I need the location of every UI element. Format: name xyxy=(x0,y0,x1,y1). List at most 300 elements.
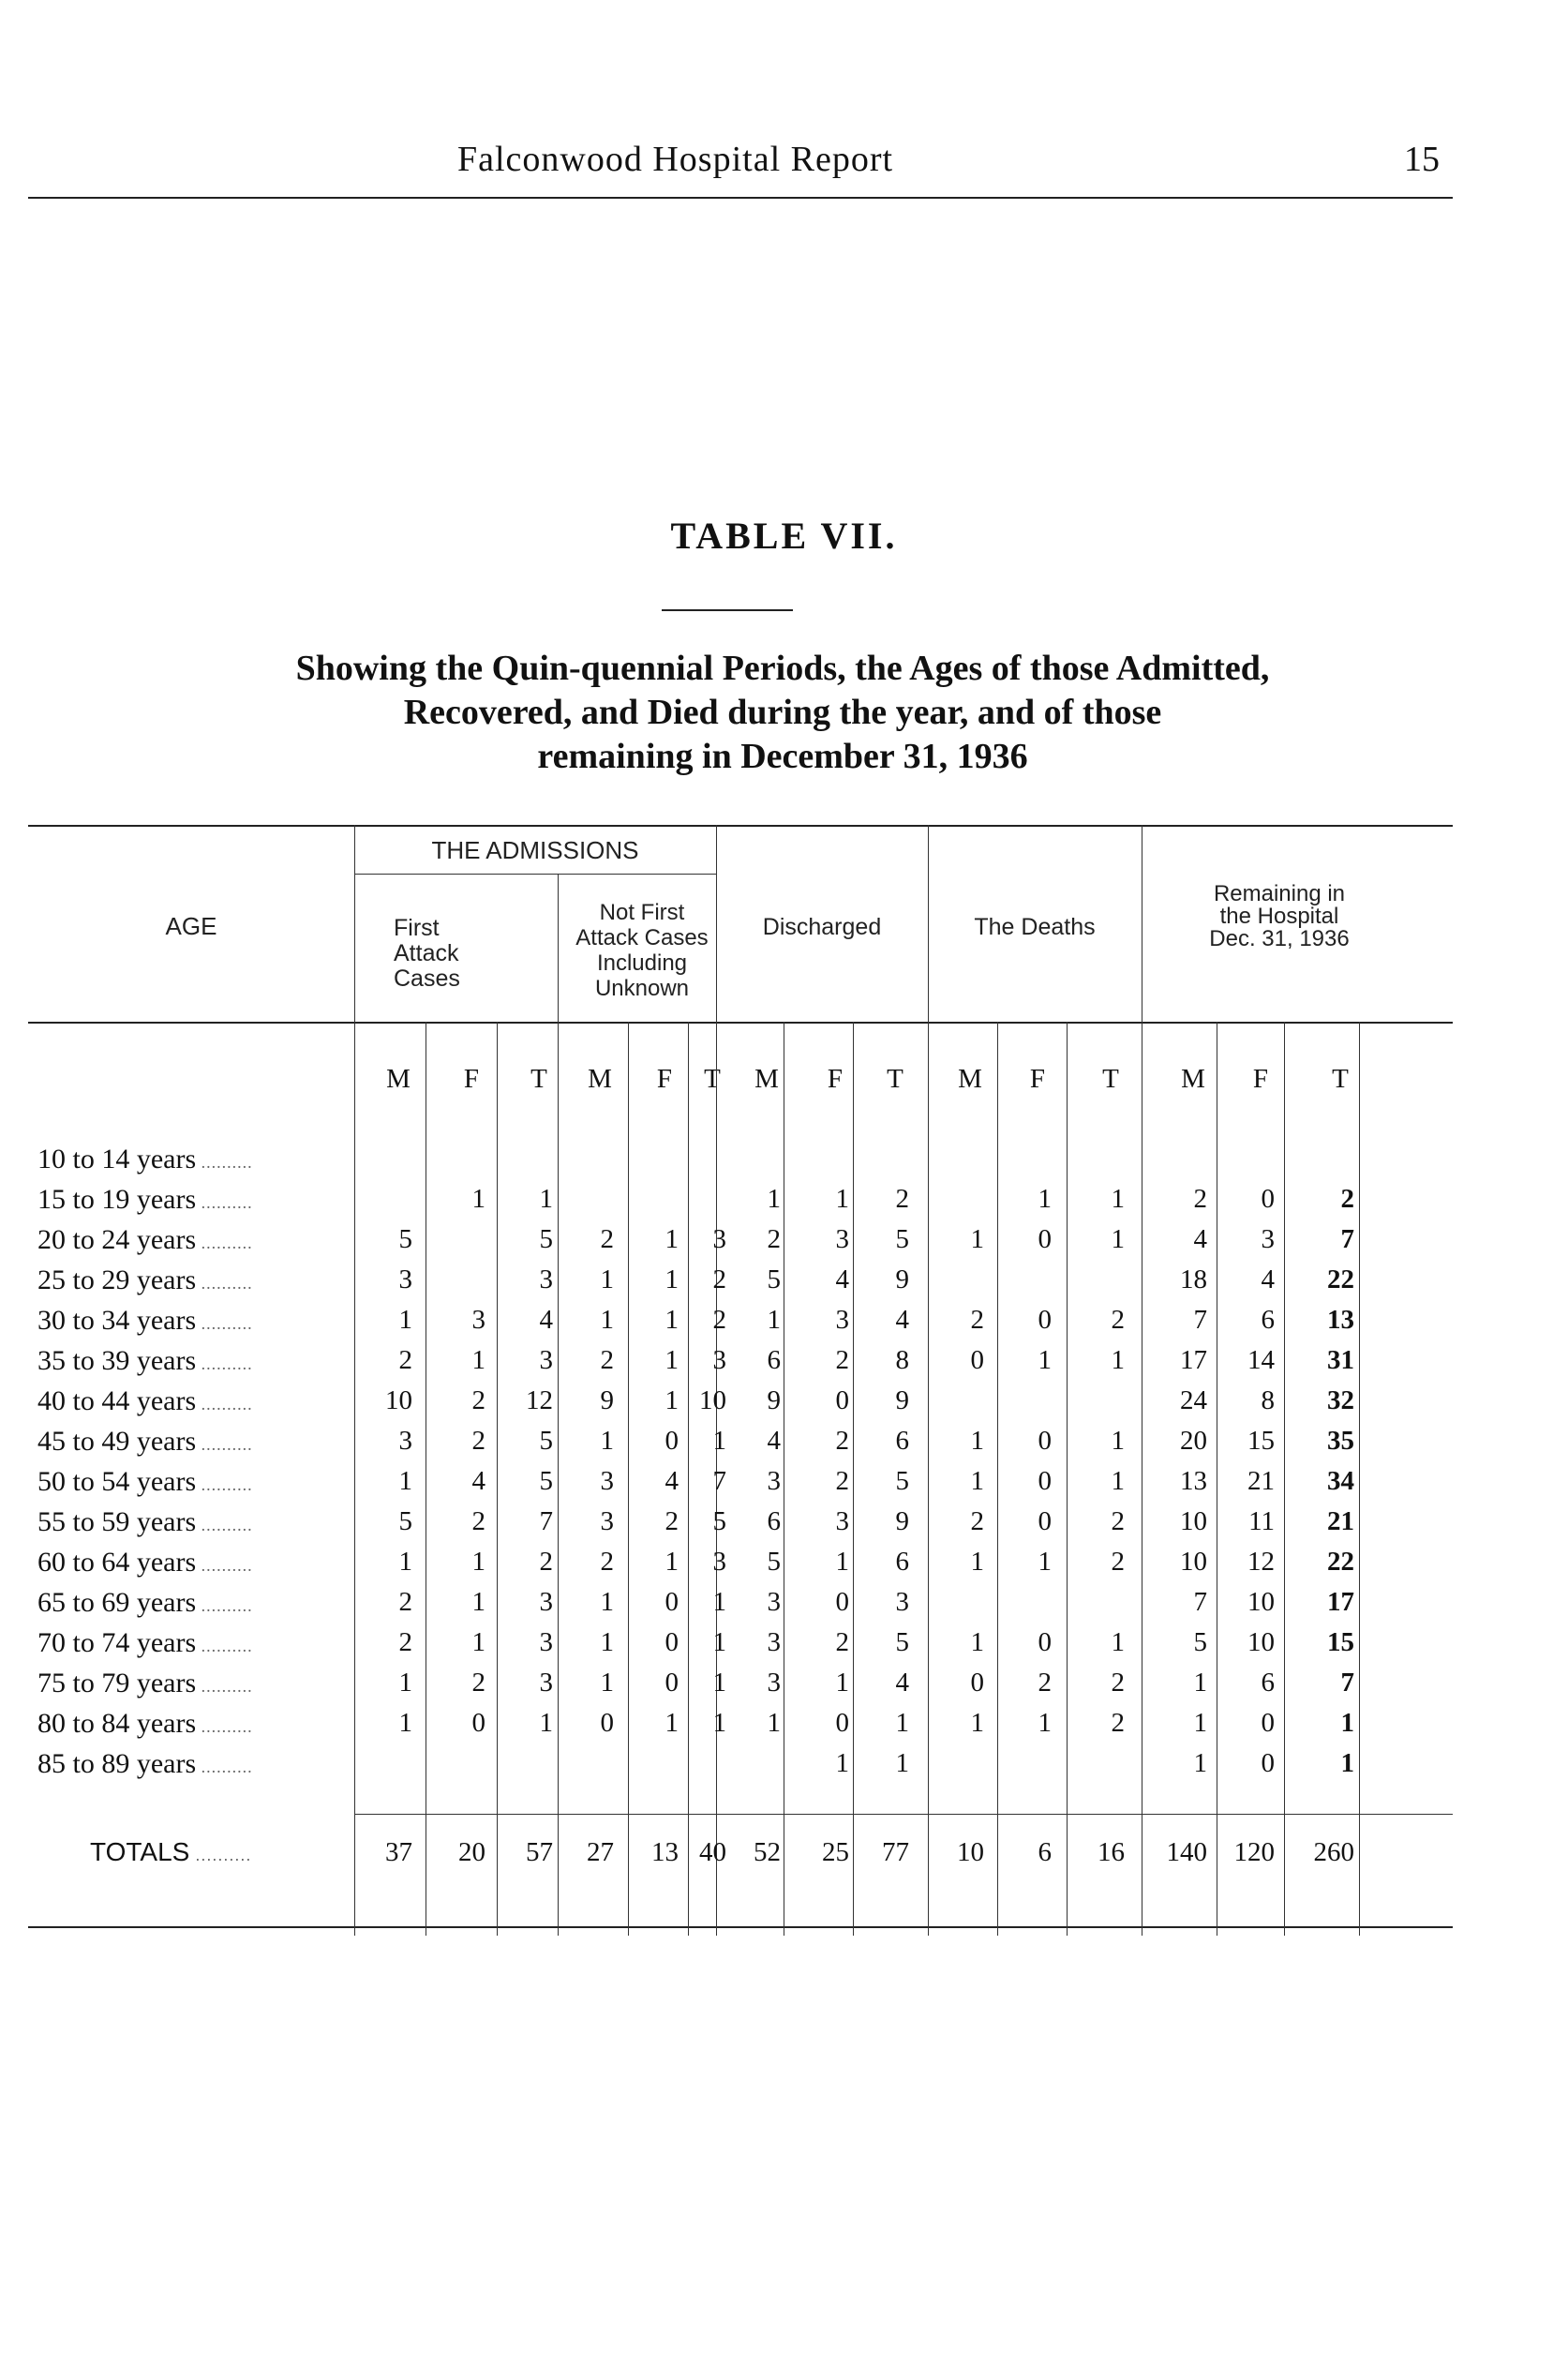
value-cell: 0 xyxy=(970,1345,984,1375)
value-cell: 10 xyxy=(385,1385,412,1415)
value-cell: 1 xyxy=(398,1708,412,1738)
value-cell: 1 xyxy=(398,1466,412,1496)
value-cell: 1 xyxy=(600,1627,614,1657)
value-cell: 5 xyxy=(539,1466,553,1496)
value-cell: 0 xyxy=(471,1708,485,1738)
value-cell: 1 xyxy=(1038,1184,1052,1214)
table-row xyxy=(28,1144,1453,1184)
value-cell: 2 xyxy=(398,1627,412,1657)
value-cell: 1 xyxy=(471,1547,485,1577)
totals-rule xyxy=(354,1814,1453,1815)
value-cell: 1 xyxy=(835,1668,849,1698)
value-cell: 120 xyxy=(1233,1837,1275,1867)
value-cell: 13 xyxy=(651,1837,679,1867)
totals-label: TOTALS .......... xyxy=(90,1837,252,1866)
age-cell: 65 to 69 years .......... xyxy=(37,1587,253,1618)
table-subtitle xyxy=(56,647,1509,779)
value-cell: 2 xyxy=(1193,1184,1207,1214)
value-cell: 1 xyxy=(600,1305,614,1335)
value-cell: 32 xyxy=(1327,1385,1354,1415)
value-cell: 77 xyxy=(882,1837,909,1867)
value-cell: 0 xyxy=(665,1627,679,1657)
sub-header-cell: T xyxy=(704,1064,721,1094)
value-cell: 1 xyxy=(665,1305,679,1335)
value-cell: 2 xyxy=(1111,1506,1125,1536)
value-cell: 6 xyxy=(895,1547,909,1577)
leader-dots: .......... xyxy=(196,1274,253,1293)
age-cell: 40 to 44 years .......... xyxy=(37,1385,253,1416)
table-title: TABLE VII. xyxy=(670,515,898,557)
value-cell: 21 xyxy=(1247,1466,1275,1496)
table-row xyxy=(28,1708,1453,1748)
value-cell: 14 xyxy=(1247,1345,1275,1375)
value-cell: 3 xyxy=(712,1547,726,1577)
title-rule xyxy=(662,609,793,611)
leader-dots: .......... xyxy=(196,1153,253,1172)
age-cell: 85 to 89 years .......... xyxy=(37,1748,253,1779)
sub-header-cell: F xyxy=(463,1064,480,1094)
value-cell: 1 xyxy=(398,1305,412,1335)
header-bottom-rule xyxy=(28,1022,1453,1024)
sub-header-cell: T xyxy=(887,1064,903,1094)
value-cell: 2 xyxy=(1038,1668,1052,1698)
value-cell: 3 xyxy=(539,1264,553,1294)
value-cell: 2 xyxy=(835,1345,849,1375)
sub-header-cell: T xyxy=(1102,1064,1119,1094)
leader-dots: .......... xyxy=(196,1637,253,1655)
value-cell: 5 xyxy=(398,1224,412,1254)
value-cell: 1 xyxy=(895,1748,909,1778)
value-cell: 2 xyxy=(665,1506,679,1536)
value-cell: 40 xyxy=(699,1837,726,1867)
value-cell: 12 xyxy=(1247,1547,1275,1577)
value-cell: 1 xyxy=(665,1345,679,1375)
sub-header-cell: F xyxy=(1029,1064,1046,1094)
age-cell: 20 to 24 years .......... xyxy=(37,1224,253,1255)
table-row xyxy=(28,1466,1453,1506)
value-cell: 9 xyxy=(767,1385,781,1415)
value-cell: 10 xyxy=(1180,1506,1207,1536)
value-cell: 9 xyxy=(895,1506,909,1536)
value-cell: 3 xyxy=(712,1224,726,1254)
value-cell: 3 xyxy=(712,1345,726,1375)
discharged-header: Discharged xyxy=(762,914,882,940)
value-cell: 3 xyxy=(600,1506,614,1536)
value-cell: 12 xyxy=(526,1385,553,1415)
value-cell: 6 xyxy=(767,1345,781,1375)
table-top-rule xyxy=(28,825,1453,827)
value-cell: 17 xyxy=(1327,1587,1354,1617)
leader-dots: .......... xyxy=(196,1596,253,1615)
value-cell: 1 xyxy=(600,1668,614,1698)
table-row xyxy=(28,1264,1453,1305)
value-cell: 11 xyxy=(1248,1506,1275,1536)
value-cell: 2 xyxy=(398,1587,412,1617)
value-cell: 1 xyxy=(835,1184,849,1214)
totals-row xyxy=(28,1837,1453,1878)
remaining-header: Remaining in the Hospital Dec. 31, 1936 xyxy=(1209,881,1350,951)
value-cell: 1 xyxy=(665,1385,679,1415)
value-cell: 1 xyxy=(970,1466,984,1496)
value-cell: 1 xyxy=(970,1426,984,1456)
value-cell: 57 xyxy=(526,1837,553,1867)
value-cell: 1 xyxy=(1038,1345,1052,1375)
value-cell: 0 xyxy=(1038,1466,1052,1496)
value-cell: 1 xyxy=(712,1627,726,1657)
col-divider xyxy=(558,874,559,1022)
value-cell: 9 xyxy=(895,1385,909,1415)
sub-header-cell: M xyxy=(386,1064,411,1094)
value-cell: 4 xyxy=(895,1668,909,1698)
value-cell: 22 xyxy=(1327,1264,1354,1294)
value-cell: 1 xyxy=(471,1345,485,1375)
age-cell: 60 to 64 years .......... xyxy=(37,1547,253,1578)
value-cell: 1 xyxy=(1340,1708,1354,1738)
value-cell: 2 xyxy=(471,1385,485,1415)
value-cell: 3 xyxy=(767,1627,781,1657)
value-cell: 1 xyxy=(712,1708,726,1738)
value-cell: 10 xyxy=(1180,1547,1207,1577)
value-cell: 3 xyxy=(1261,1224,1275,1254)
leader-dots: .......... xyxy=(196,1758,253,1776)
value-cell: 1 xyxy=(600,1587,614,1617)
value-cell: 1 xyxy=(712,1587,726,1617)
value-cell: 5 xyxy=(1193,1627,1207,1657)
value-cell: 1 xyxy=(471,1587,485,1617)
value-cell: 1 xyxy=(1111,1426,1125,1456)
value-cell: 20 xyxy=(458,1837,485,1867)
value-cell: 13 xyxy=(1327,1305,1354,1335)
value-cell: 1 xyxy=(970,1547,984,1577)
value-cell: 5 xyxy=(539,1426,553,1456)
value-cell: 2 xyxy=(1111,1668,1125,1698)
value-cell: 5 xyxy=(895,1466,909,1496)
age-header: AGE xyxy=(165,912,217,940)
sub-header-cell: M xyxy=(588,1064,612,1094)
value-cell: 6 xyxy=(895,1426,909,1456)
value-cell: 9 xyxy=(600,1385,614,1415)
value-cell: 3 xyxy=(767,1587,781,1617)
value-cell: 6 xyxy=(1261,1305,1275,1335)
leader-dots: .......... xyxy=(196,1234,253,1252)
value-cell: 6 xyxy=(1038,1837,1052,1867)
value-cell: 4 xyxy=(895,1305,909,1335)
value-cell: 27 xyxy=(587,1837,614,1867)
value-cell: 5 xyxy=(398,1506,412,1536)
value-cell: 10 xyxy=(957,1837,984,1867)
value-cell: 4 xyxy=(1193,1224,1207,1254)
age-cell: 10 to 14 years .......... xyxy=(37,1144,253,1175)
value-cell: 1 xyxy=(1111,1184,1125,1214)
value-cell: 1 xyxy=(539,1184,553,1214)
value-cell: 2 xyxy=(1111,1547,1125,1577)
value-cell: 1 xyxy=(665,1264,679,1294)
value-cell: 1 xyxy=(895,1708,909,1738)
running-header xyxy=(0,131,1568,187)
value-cell: 0 xyxy=(1038,1627,1052,1657)
value-cell: 7 xyxy=(1340,1668,1354,1698)
value-cell: 2 xyxy=(539,1547,553,1577)
value-cell: 22 xyxy=(1327,1547,1354,1577)
value-cell: 52 xyxy=(754,1837,781,1867)
value-cell: 5 xyxy=(767,1547,781,1577)
table-row xyxy=(28,1345,1453,1385)
value-cell: 1 xyxy=(1193,1708,1207,1738)
value-cell: 3 xyxy=(539,1587,553,1617)
leader-dots: .......... xyxy=(196,1556,253,1575)
value-cell: 15 xyxy=(1327,1627,1354,1657)
value-cell: 2 xyxy=(471,1426,485,1456)
value-cell: 0 xyxy=(1261,1748,1275,1778)
value-cell: 1 xyxy=(600,1426,614,1456)
value-cell: 1 xyxy=(712,1426,726,1456)
sub-header-cell: F xyxy=(827,1064,844,1094)
value-cell: 4 xyxy=(665,1466,679,1496)
table-row xyxy=(28,1184,1453,1224)
value-cell: 2 xyxy=(835,1466,849,1496)
value-cell: 2 xyxy=(835,1627,849,1657)
admissions-rule xyxy=(354,874,716,875)
value-cell: 10 xyxy=(1247,1587,1275,1617)
value-cell: 5 xyxy=(712,1506,726,1536)
sub-header-cell: F xyxy=(1252,1064,1269,1094)
value-cell: 2 xyxy=(970,1305,984,1335)
value-cell: 1 xyxy=(1193,1748,1207,1778)
value-cell: 8 xyxy=(1261,1385,1275,1415)
value-cell: 0 xyxy=(600,1708,614,1738)
value-cell: 1 xyxy=(767,1708,781,1738)
value-cell: 1 xyxy=(471,1627,485,1657)
leader-dots: .......... xyxy=(196,1193,253,1212)
value-cell: 2 xyxy=(398,1345,412,1375)
sub-header-cell: F xyxy=(656,1064,673,1094)
table-row xyxy=(28,1426,1453,1466)
value-cell: 1 xyxy=(712,1668,726,1698)
value-cell: 4 xyxy=(835,1264,849,1294)
value-cell: 7 xyxy=(1193,1305,1207,1335)
leader-dots: .......... xyxy=(196,1314,253,1333)
value-cell: 3 xyxy=(767,1466,781,1496)
value-cell: 1 xyxy=(1111,1627,1125,1657)
header-rule xyxy=(28,197,1453,199)
value-cell: 2 xyxy=(712,1305,726,1335)
value-cell: 2 xyxy=(712,1264,726,1294)
sub-header-cell: M xyxy=(1181,1064,1205,1094)
value-cell: 1 xyxy=(767,1305,781,1335)
sub-header-cell: T xyxy=(530,1064,547,1094)
value-cell: 1 xyxy=(600,1264,614,1294)
value-cell: 7 xyxy=(1193,1587,1207,1617)
table-row xyxy=(28,1547,1453,1587)
age-cell: 80 to 84 years .......... xyxy=(37,1708,253,1739)
table-row xyxy=(28,1668,1453,1708)
leader-dots: .......... xyxy=(196,1435,253,1454)
sub-header-cell: M xyxy=(754,1064,779,1094)
value-cell: 2 xyxy=(1111,1708,1125,1738)
leader-dots: .......... xyxy=(196,1395,253,1414)
value-cell: 5 xyxy=(895,1627,909,1657)
value-cell: 0 xyxy=(1038,1224,1052,1254)
value-cell: 0 xyxy=(835,1708,849,1738)
value-cell: 37 xyxy=(385,1837,412,1867)
value-cell: 3 xyxy=(600,1466,614,1496)
age-cell: 25 to 29 years .......... xyxy=(37,1264,253,1295)
value-cell: 0 xyxy=(970,1668,984,1698)
subtitle-line: Showing the Quin-quennial Periods, the Ages of those Admitted, xyxy=(295,649,1270,688)
leader-dots: .......... xyxy=(196,1677,253,1696)
value-cell: 2 xyxy=(600,1224,614,1254)
value-cell: 3 xyxy=(767,1668,781,1698)
value-cell: 3 xyxy=(895,1587,909,1617)
value-cell: 0 xyxy=(665,1587,679,1617)
value-cell: 3 xyxy=(835,1305,849,1335)
value-cell: 5 xyxy=(539,1224,553,1254)
value-cell: 2 xyxy=(895,1184,909,1214)
age-cell: 30 to 34 years .......... xyxy=(37,1305,253,1336)
value-cell: 260 xyxy=(1313,1837,1354,1867)
value-cell: 4 xyxy=(767,1426,781,1456)
value-cell: 1 xyxy=(1111,1466,1125,1496)
value-cell: 0 xyxy=(1261,1708,1275,1738)
value-cell: 0 xyxy=(835,1385,849,1415)
value-cell: 2 xyxy=(471,1668,485,1698)
table-row xyxy=(28,1748,1453,1788)
age-cell: 45 to 49 years .......... xyxy=(37,1426,253,1457)
age-cell: 35 to 39 years .......... xyxy=(37,1345,253,1376)
value-cell: 0 xyxy=(665,1426,679,1456)
deaths-header: The Deaths xyxy=(974,914,1096,940)
value-cell: 140 xyxy=(1166,1837,1207,1867)
value-cell: 3 xyxy=(539,1668,553,1698)
table-row xyxy=(28,1506,1453,1547)
table-row xyxy=(28,1305,1453,1345)
age-table xyxy=(28,825,1453,1931)
value-cell: 2 xyxy=(1340,1184,1354,1214)
age-cell: 55 to 59 years .......... xyxy=(37,1506,253,1537)
value-cell: 17 xyxy=(1180,1345,1207,1375)
value-cell: 0 xyxy=(835,1587,849,1617)
sub-header-cell: T xyxy=(1332,1064,1349,1094)
value-cell: 16 xyxy=(1098,1837,1125,1867)
value-cell: 0 xyxy=(1038,1305,1052,1335)
page-number: 15 xyxy=(1404,140,1440,179)
value-cell: 3 xyxy=(539,1345,553,1375)
value-cell: 1 xyxy=(970,1708,984,1738)
value-cell: 3 xyxy=(398,1426,412,1456)
value-cell: 1 xyxy=(471,1184,485,1214)
value-cell: 6 xyxy=(767,1506,781,1536)
value-cell: 3 xyxy=(398,1264,412,1294)
value-cell: 1 xyxy=(1111,1224,1125,1254)
value-cell: 7 xyxy=(1340,1224,1354,1254)
value-cell: 8 xyxy=(895,1345,909,1375)
value-cell: 35 xyxy=(1327,1426,1354,1456)
value-cell: 31 xyxy=(1327,1345,1354,1375)
leader-dots: .......... xyxy=(196,1475,253,1494)
value-cell: 5 xyxy=(895,1224,909,1254)
value-cell: 1 xyxy=(835,1547,849,1577)
value-cell: 2 xyxy=(1111,1305,1125,1335)
value-cell: 1 xyxy=(1038,1708,1052,1738)
value-cell: 2 xyxy=(600,1547,614,1577)
value-cell: 3 xyxy=(835,1224,849,1254)
value-cell: 1 xyxy=(539,1708,553,1738)
value-cell: 10 xyxy=(699,1385,726,1415)
value-cell: 0 xyxy=(665,1668,679,1698)
value-cell: 1 xyxy=(970,1224,984,1254)
age-cell: 15 to 19 years .......... xyxy=(37,1184,253,1215)
value-cell: 1 xyxy=(1193,1668,1207,1698)
admissions-header: THE ADMISSIONS xyxy=(431,836,639,864)
value-cell: 10 xyxy=(1247,1627,1275,1657)
value-cell: 2 xyxy=(600,1345,614,1375)
sub-header-cell: M xyxy=(958,1064,982,1094)
value-cell: 34 xyxy=(1327,1466,1354,1496)
table-row xyxy=(28,1224,1453,1264)
table-bottom-rule xyxy=(28,1926,1453,1928)
value-cell: 0 xyxy=(1038,1506,1052,1536)
value-cell: 7 xyxy=(539,1506,553,1536)
value-cell: 6 xyxy=(1261,1668,1275,1698)
table-row xyxy=(28,1627,1453,1668)
value-cell: 2 xyxy=(767,1224,781,1254)
leader-dots: .......... xyxy=(196,1717,253,1736)
age-cell: 70 to 74 years .......... xyxy=(37,1627,253,1658)
value-cell: 2 xyxy=(471,1506,485,1536)
leader-dots: .......... xyxy=(196,1354,253,1373)
running-title: Falconwood Hospital Report xyxy=(457,140,894,179)
value-cell: 1 xyxy=(835,1748,849,1778)
value-cell: 1 xyxy=(1340,1748,1354,1778)
value-cell: 1 xyxy=(398,1668,412,1698)
value-cell: 18 xyxy=(1180,1264,1207,1294)
value-cell: 4 xyxy=(471,1466,485,1496)
value-cell: 25 xyxy=(822,1837,849,1867)
value-cell: 1 xyxy=(398,1547,412,1577)
value-cell: 5 xyxy=(767,1264,781,1294)
value-cell: 1 xyxy=(665,1547,679,1577)
value-cell: 9 xyxy=(895,1264,909,1294)
value-cell: 1 xyxy=(1038,1547,1052,1577)
value-cell: 0 xyxy=(1038,1426,1052,1456)
value-cell: 15 xyxy=(1247,1426,1275,1456)
value-cell: 1 xyxy=(1111,1345,1125,1375)
subtitle-line: remaining in December 31, 1936 xyxy=(537,737,1028,776)
value-cell: 3 xyxy=(835,1506,849,1536)
value-cell: 3 xyxy=(471,1305,485,1335)
leader-dots: .......... xyxy=(196,1516,253,1534)
value-cell: 1 xyxy=(767,1184,781,1214)
value-cell: 7 xyxy=(712,1466,726,1496)
value-cell: 13 xyxy=(1180,1466,1207,1496)
value-cell: 0 xyxy=(1261,1184,1275,1214)
table-row xyxy=(28,1385,1453,1426)
subtitle-line: Recovered, and Died during the year, and of those xyxy=(403,693,1162,732)
value-cell: 1 xyxy=(665,1708,679,1738)
table-row xyxy=(28,1587,1453,1627)
value-cell: 20 xyxy=(1180,1426,1207,1456)
first-attack-header: First Attack Cases xyxy=(394,915,460,992)
value-cell: 2 xyxy=(835,1426,849,1456)
value-cell: 1 xyxy=(970,1627,984,1657)
value-cell: 4 xyxy=(1261,1264,1275,1294)
value-cell: 24 xyxy=(1180,1385,1207,1415)
age-cell: 75 to 79 years .......... xyxy=(37,1668,253,1698)
value-cell: 21 xyxy=(1327,1506,1354,1536)
value-cell: 3 xyxy=(539,1627,553,1657)
leader-dots: .......... xyxy=(189,1846,252,1864)
value-cell: 4 xyxy=(539,1305,553,1335)
